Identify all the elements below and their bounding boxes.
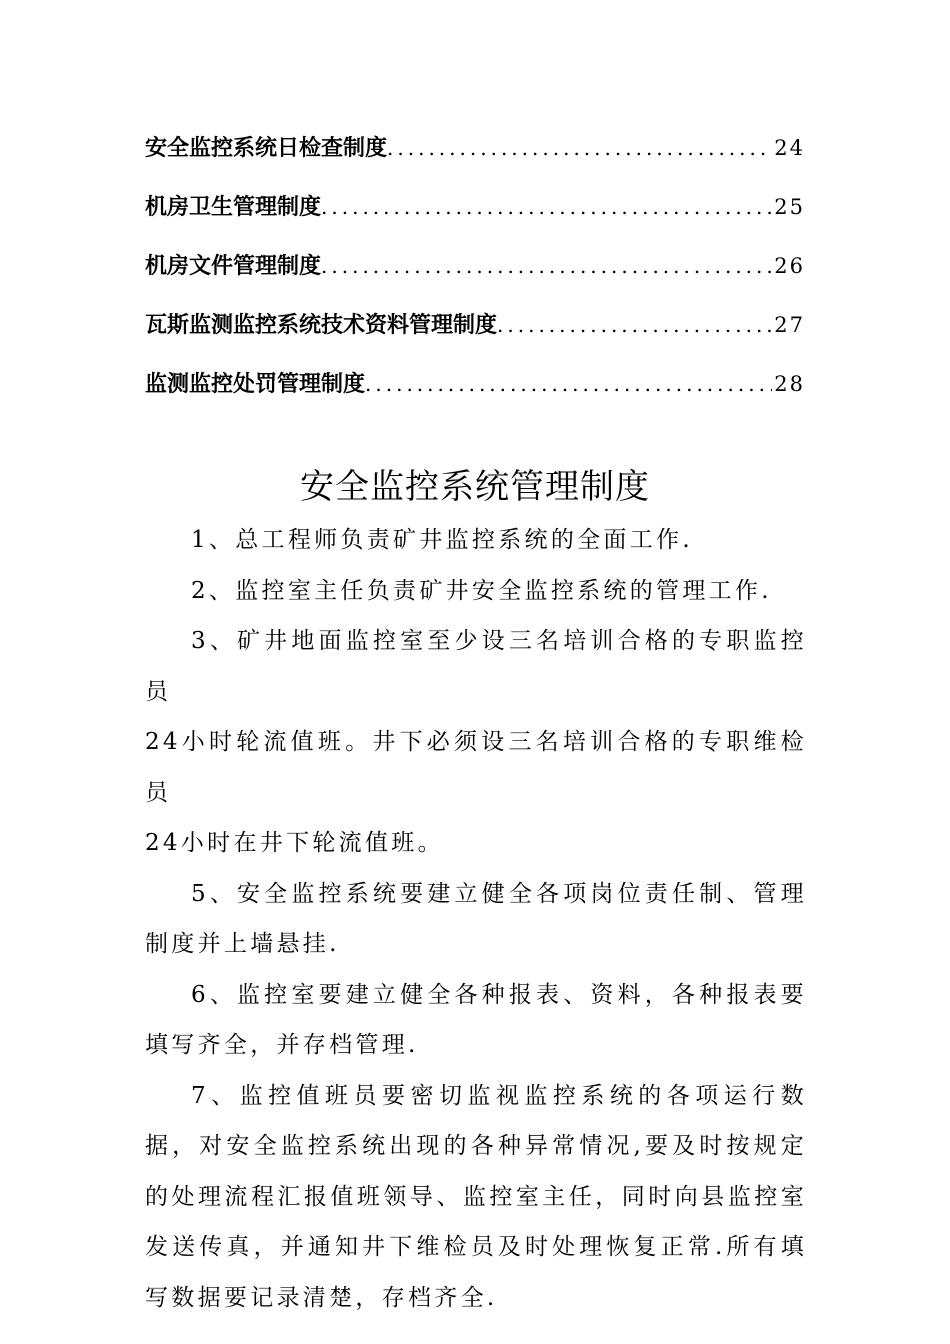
paragraph: 7、监控值班员要密切监视监控系统的各项运行数据，对安全监控系统出现的各种异常情况,要及时按规定的处理流程汇报值班领导、监控室主任，同时向县监控室发送传真，并通知井下维检员及时处理恢复正常.所有填写数据要记录清楚，存档齐全. xyxy=(145,1082,807,1311)
toc-entry-page: 27 xyxy=(774,313,805,337)
toc-entry-title: 安全监控系统日检查制度 xyxy=(145,136,388,161)
paragraph: 2、监控室主任负责矿井安全监控系统的管理工作. xyxy=(191,577,772,604)
toc-entry[interactable] xyxy=(145,246,805,305)
toc-entry-title: 瓦斯监测监控系统技术资料管理制度 xyxy=(145,313,498,338)
toc-dot-leader xyxy=(497,305,772,345)
toc-entry[interactable] xyxy=(145,364,805,423)
paragraph: 6、监控室要建立健全各种报表、资料，各种报表要填写齐全，并存档管理. xyxy=(145,981,807,1058)
toc-entry[interactable] xyxy=(145,128,805,187)
toc-entry[interactable] xyxy=(145,305,805,364)
paragraph: 1、总工程师负责矿井监控系统的全面工作. xyxy=(191,527,693,553)
toc-dot-leader xyxy=(387,128,772,168)
toc-dot-leader xyxy=(321,187,772,227)
toc-entry[interactable] xyxy=(145,187,805,246)
toc-entry-page: 28 xyxy=(774,372,805,396)
toc-dot-leader xyxy=(321,246,772,286)
toc-entry-title: 机房文件管理制度 xyxy=(145,254,322,279)
document-body xyxy=(145,515,807,1323)
toc-dot-leader xyxy=(365,364,772,404)
paragraph: 3、矿井地面监控室至少设三名培训合格的专职监控员 xyxy=(145,628,807,705)
document-title: 安全监控系统管理制度 xyxy=(300,466,650,507)
toc-entry-title: 机房卫生管理制度 xyxy=(145,195,322,220)
paragraph: 5、安全监控系统要建立健全各项岗位责任制、管理制度并上墙悬挂. xyxy=(145,880,807,957)
toc-entry-page: 25 xyxy=(774,195,805,219)
table-of-contents xyxy=(145,128,805,423)
toc-entry-page: 24 xyxy=(774,136,805,160)
paragraph-continuation: 24小时在井下轮流值班。 xyxy=(145,830,444,856)
toc-entry-page: 26 xyxy=(774,254,805,278)
toc-entry-title: 监测监控处罚管理制度 xyxy=(145,372,366,397)
paragraph-continuation: 24小时轮流值班。井下必须设三名培训合格的专职维检员 xyxy=(145,729,807,806)
